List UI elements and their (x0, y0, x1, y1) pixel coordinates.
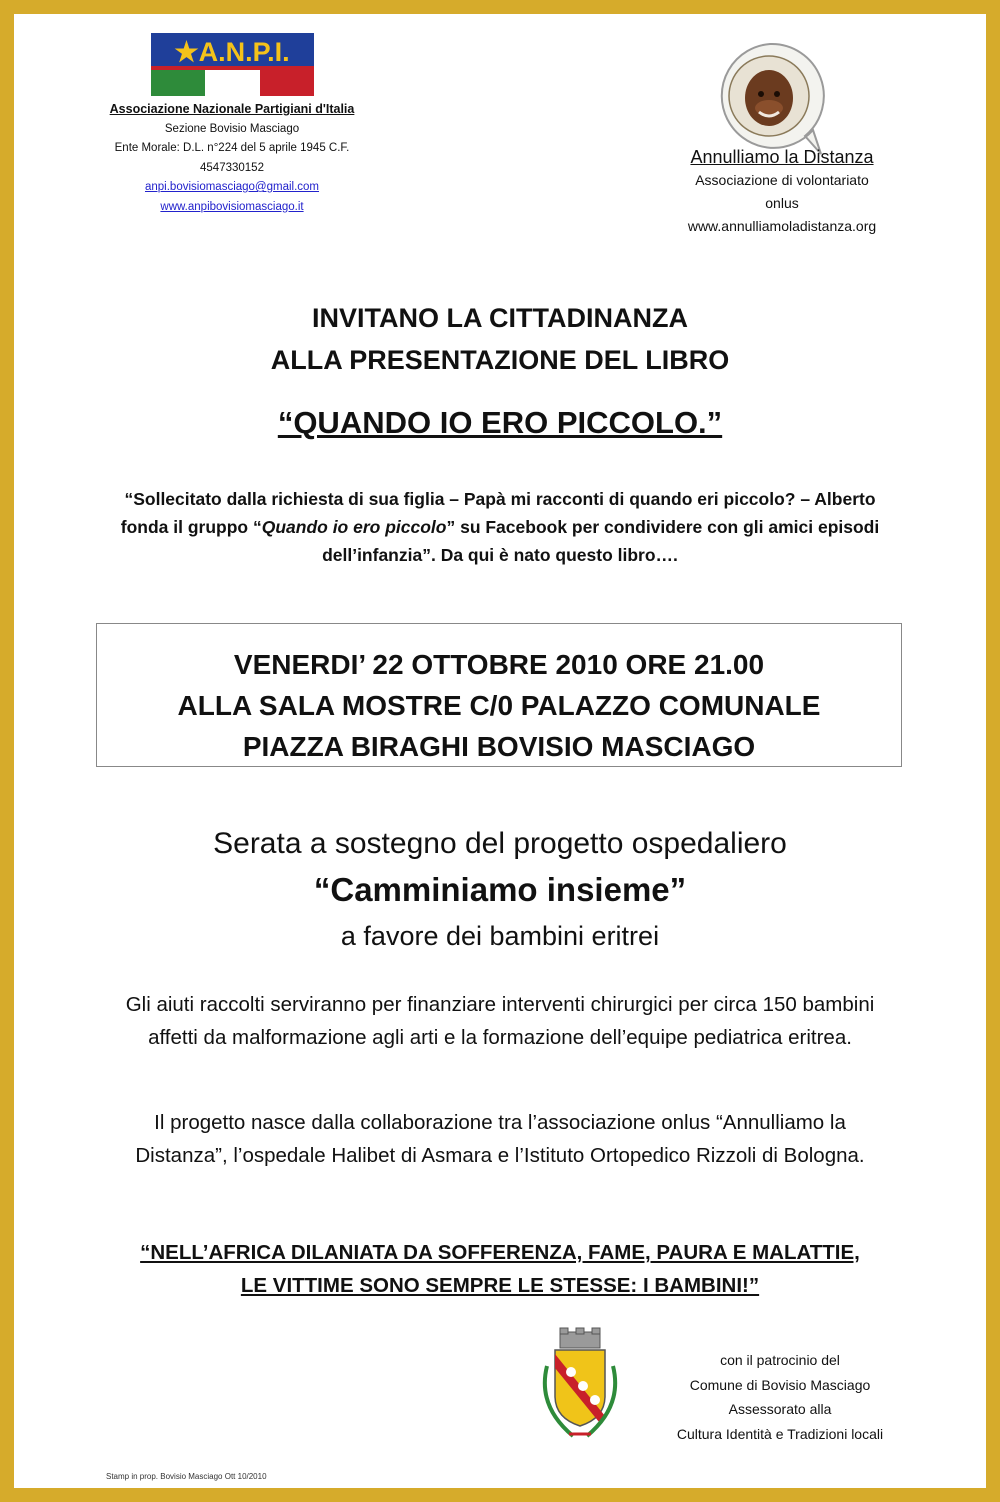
coat-of-arms-icon (533, 1326, 627, 1444)
book-quote (109, 485, 891, 569)
anpi-section: Sezione Bovisio Masciago (164, 122, 300, 135)
annulliamo-desc-line1: Associazione di volontariato (695, 172, 869, 188)
project-section (14, 821, 986, 959)
slogan-line2: LE VITTIME SONO SEMPRE LE STESSE: I BAMBINI!” (240, 1274, 760, 1297)
anpi-decree: Ente Morale: D.L. n°224 del 5 aprile 1945 C.F. 4547330152 (114, 142, 350, 174)
patronage-line3: Assessorato alla (728, 1401, 832, 1417)
anpi-email-link[interactable]: anpi.bovisiomasciago@gmail.com (144, 181, 320, 193)
annulliamo-website: www.annulliamoladistanza.org (687, 218, 877, 234)
event-date: VENERDI’ 22 OTTOBRE 2010 ORE 21.00 (233, 649, 765, 680)
event-address: PIAZZA BIRAGHI BOVISIO MASCIAGO (242, 731, 756, 762)
patronage-line1: con il patrocinio del (720, 1352, 840, 1368)
patronage-line4: Cultura Identità e Tradizioni locali (676, 1425, 884, 1442)
serata-line: Serata a sostegno del progetto ospedaliero (213, 827, 787, 860)
quote-italic: Quando io ero piccolo (261, 517, 447, 537)
book-title (14, 405, 986, 441)
anpi-website-link[interactable]: www.anpibovisiomasciago.it (160, 200, 304, 213)
book-title-text: “QUANDO IO ERO PICCOLO.” (277, 405, 723, 440)
invite-line1: INVITANO LA CITTADINANZA (312, 303, 688, 333)
quote-part2: ” su Facebook per condividere con gli amici episodi dell’infanzia”. Da qui è nato questo libro…. (322, 517, 880, 565)
annulliamo-logo (709, 38, 831, 160)
invite-heading (14, 297, 986, 381)
footer-note: Stamp in prop. Bovisio Masciago Ott 10/2010 (106, 1472, 267, 1481)
event-details-box (96, 623, 902, 767)
annulliamo-info (632, 146, 932, 238)
invite-line2: ALLA PRESENTAZIONE DEL LIBRO (270, 345, 730, 375)
anpi-info (96, 100, 368, 217)
patronage-info (650, 1348, 910, 1446)
svg-text:★A.N.P.I.: ★A.N.P.I. (174, 37, 290, 67)
quote-part1: “Sollecitato dalla richiesta di sua figlia – Papà mi racconti di quando eri piccolo? – Alberto fonda il gruppo “ (120, 489, 876, 537)
anpi-logo (151, 33, 314, 96)
event-venue: ALLA SALA MOSTRE C/0 PALAZZO COMUNALE (177, 690, 821, 721)
slogan-line1: “NELL’AFRICA DILANIATA DA SOFFERENZA, FAME, PAURA E MALATTIE, (140, 1241, 860, 1264)
paragraph-aid: Gli aiuti raccolti serviranno per finanziare interventi chirurgici per circa 150 bambini affetti da malformazione agli arti e la formazione dell’equipe pediatrica eritrea. (125, 993, 875, 1049)
project-name: “Camminiamo insieme” (313, 871, 687, 908)
flyer-page (14, 14, 986, 1488)
patronage-line2: Comune di Bovisio Masciago (689, 1376, 871, 1393)
annulliamo-name: Annulliamo la Distanza (690, 147, 874, 167)
slogan (74, 1236, 926, 1302)
anpi-name: Associazione Nazionale Partigiani d'Italia (109, 102, 355, 116)
annulliamo-desc-line2: onlus (765, 195, 799, 211)
paragraph-collaboration: Il progetto nasce dalla collaborazione tra l’associazione onlus “Annulliamo la Distanza”, l’ospedale Halibet di Asmara e l’Istituto Ortopedico Rizzoli di Bologna. (135, 1111, 865, 1167)
serata-beneficiaries: a favore dei bambini eritrei (340, 921, 660, 951)
